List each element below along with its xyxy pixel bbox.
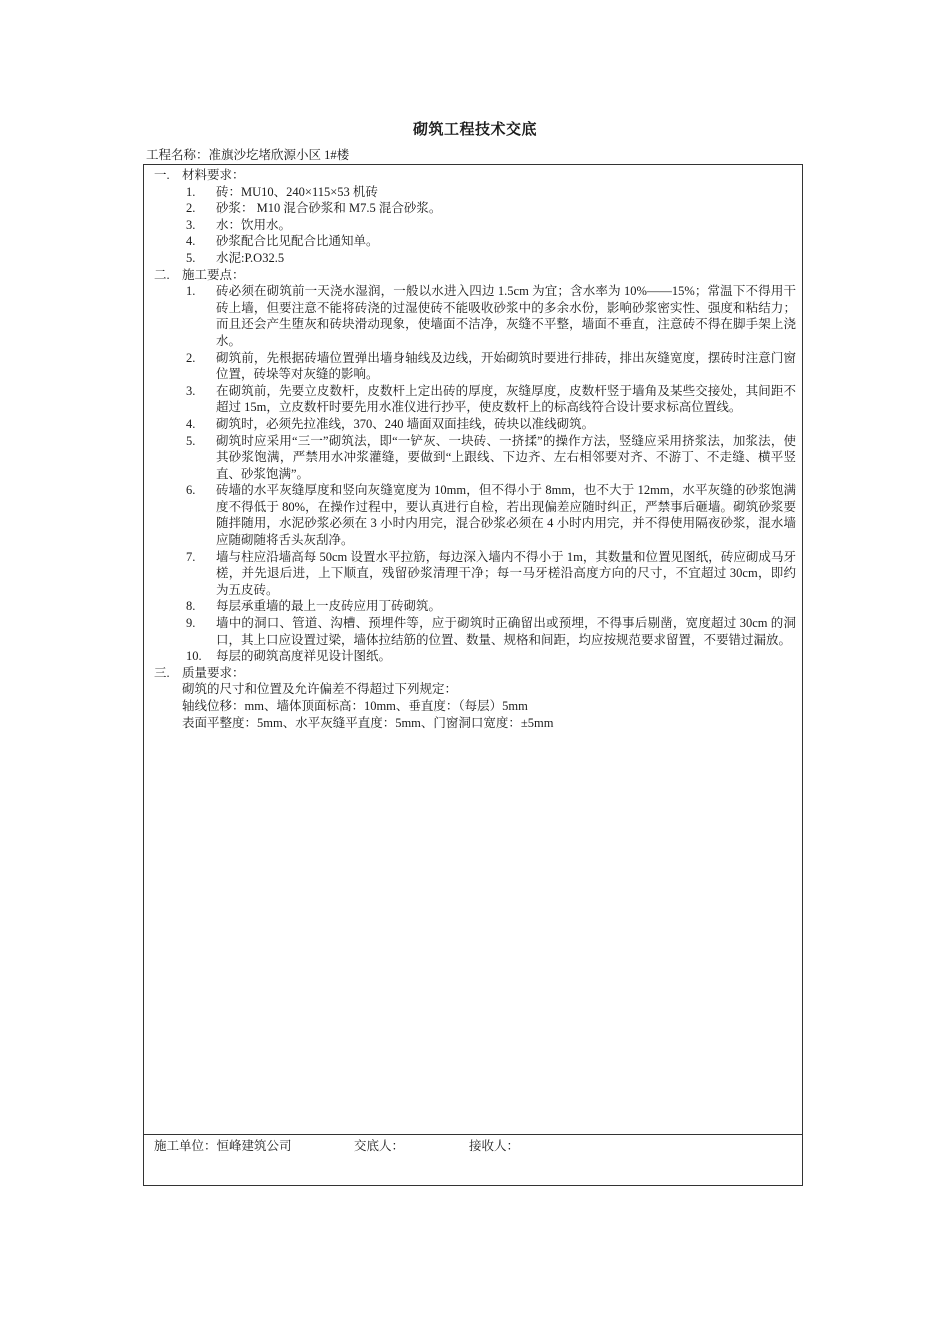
list-item: 5. 水泥:P.O32.5 xyxy=(186,250,285,265)
list-item: 9. 墙中的洞口、管道、沟槽、预埋件等，应于砌筑时正确留出或预埋，不得事后剔凿，宽度超过 30cm 的洞口，其上口应设置过梁，墙体拉结筋的位置、数量、规格和间距，均应按规范要求留置，不要错过漏放。 xyxy=(186,616,796,647)
section-number: 二. xyxy=(154,267,170,282)
section-construction-heading xyxy=(144,267,802,284)
list-item: 3. 水：饮用水。 xyxy=(186,217,292,232)
list-item: 2. 砂浆： M10 混合砂浆和 M7.5 混合砂浆。 xyxy=(186,201,442,216)
content-cell xyxy=(144,165,802,1135)
list-item: 3. 在砌筑前，先要立皮数杆，皮数杆上定出砖的厚度，灰缝厚度，皮数杆竖于墙角及某些交接处，其间距不超过 15m，立皮数杆时要先用水准仪进行抄平，使皮数杆上的标高线符合设计要求标高位置线。 xyxy=(186,383,796,415)
construction-points-list xyxy=(144,283,802,665)
disclosure-table xyxy=(143,164,803,1186)
section-title: 施工要点： xyxy=(182,267,245,282)
signature-row xyxy=(154,1138,519,1154)
list-item: 2. 砌筑前，先根据砖墙位置弹出墙身轴线及边线，开始砌筑时要进行排砖，排出灰缝宽度，摆砖时注意门窗位置，砖垛等对灰缝的影响。 xyxy=(186,350,796,382)
list-item: 5. 砌筑时应采用“三一”砌筑法，即“一铲灰、一块砖、一挤揉”的操作方法，竖缝应采用挤浆法，加浆法，使其砂浆饱满，严禁用水冲浆灌缝，要做到“上跟线、下边齐、左右相邻要对齐、不游丁、不走缝、横平竖直、砂浆饱满”。 xyxy=(186,433,796,481)
list-item: 4. 砌筑时，必须先拉准线，370、240 墙面双面挂线，砖块以准线砌筑。 xyxy=(186,416,595,431)
list-item: 4. 砂浆配合比见配合比通知单。 xyxy=(186,234,379,249)
section-materials-heading xyxy=(144,167,802,184)
section-title: 质量要求： xyxy=(182,665,245,680)
section-title: 材料要求： xyxy=(182,168,245,182)
list-item: 1. 砖必须在砌筑前一天浇水湿润，一般以水进入四边 1.5cm 为宜；含水率为 10%——15%；常温下不得用干砖上墙，但要注意不能将砖浇的过湿使砖不能吸收砂浆中的多余水份，影响砂浆密实性、强度和粘结力；而且还会产生堕灰和砖块滑动现象，使墙面不洁净，灰缝不平整，墙面不垂直，注意砖不得在脚手架上浇水。 xyxy=(186,284,796,348)
project-name: 工程名称：准旗沙圪堵欣源小区 1#楼 xyxy=(146,148,350,162)
section-number: 一. xyxy=(154,168,170,182)
list-item: 1. 砖：MU10、240×115×53 机砖 xyxy=(186,184,378,199)
section-quality-heading xyxy=(144,665,802,682)
section-number: 三. xyxy=(154,665,170,680)
quality-line: 轴线位移：mm、墙体顶面标高：10mm、垂直度：（每层）5mm xyxy=(182,699,528,713)
list-item: 8. 每层承重墙的最上一皮砖应用丁砖砌筑。 xyxy=(186,599,442,614)
receiver-label: 接收人： xyxy=(469,1139,520,1153)
list-item: 6. 砖墙的水平灰缝厚度和竖向灰缝宽度为 10mm，但不得小于 8mm，也不大于 12mm，水平灰缝的砂浆饱满度不得低于 80%，在操作过程中，要认真进行自检，若出现偏差应随时纠正，严禁事后砸墙。砌筑砂浆要随拌随用，水泥砂浆必须在 3 小时内用完，混合砂浆必须在 4 小时内用完，并不得使用隔夜砂浆，混水墙应随砌随将舌头灰刮净。 xyxy=(186,483,796,548)
document-title: 砌筑工程技术交底 xyxy=(412,122,537,138)
construction-unit: 施工单位：恒峰建筑公司 xyxy=(154,1139,292,1153)
list-item: 7. 墙与柱应沿墙高每 50cm 设置水平拉筋，每边深入墙内不得小于 1m，其数量和位置见图纸，砖应砌成马牙槎，并先退后进，上下顺直，残留砂浆清理干净；每一马牙槎沿高度方向的尺寸，不宜超过 30cm，即约为五皮砖。 xyxy=(186,549,796,597)
discloser-label: 交底人： xyxy=(354,1139,405,1153)
list-item: 10. 每层的砌筑高度祥见设计图纸。 xyxy=(186,649,392,664)
quality-line: 砌筑的尺寸和位置及允许偏差不得超过下列规定： xyxy=(182,682,458,697)
quality-line: 表面平整度：5mm、水平灰缝平直度：5mm、门窗洞口宽度：±5mm xyxy=(182,715,554,730)
materials-list xyxy=(144,184,802,267)
